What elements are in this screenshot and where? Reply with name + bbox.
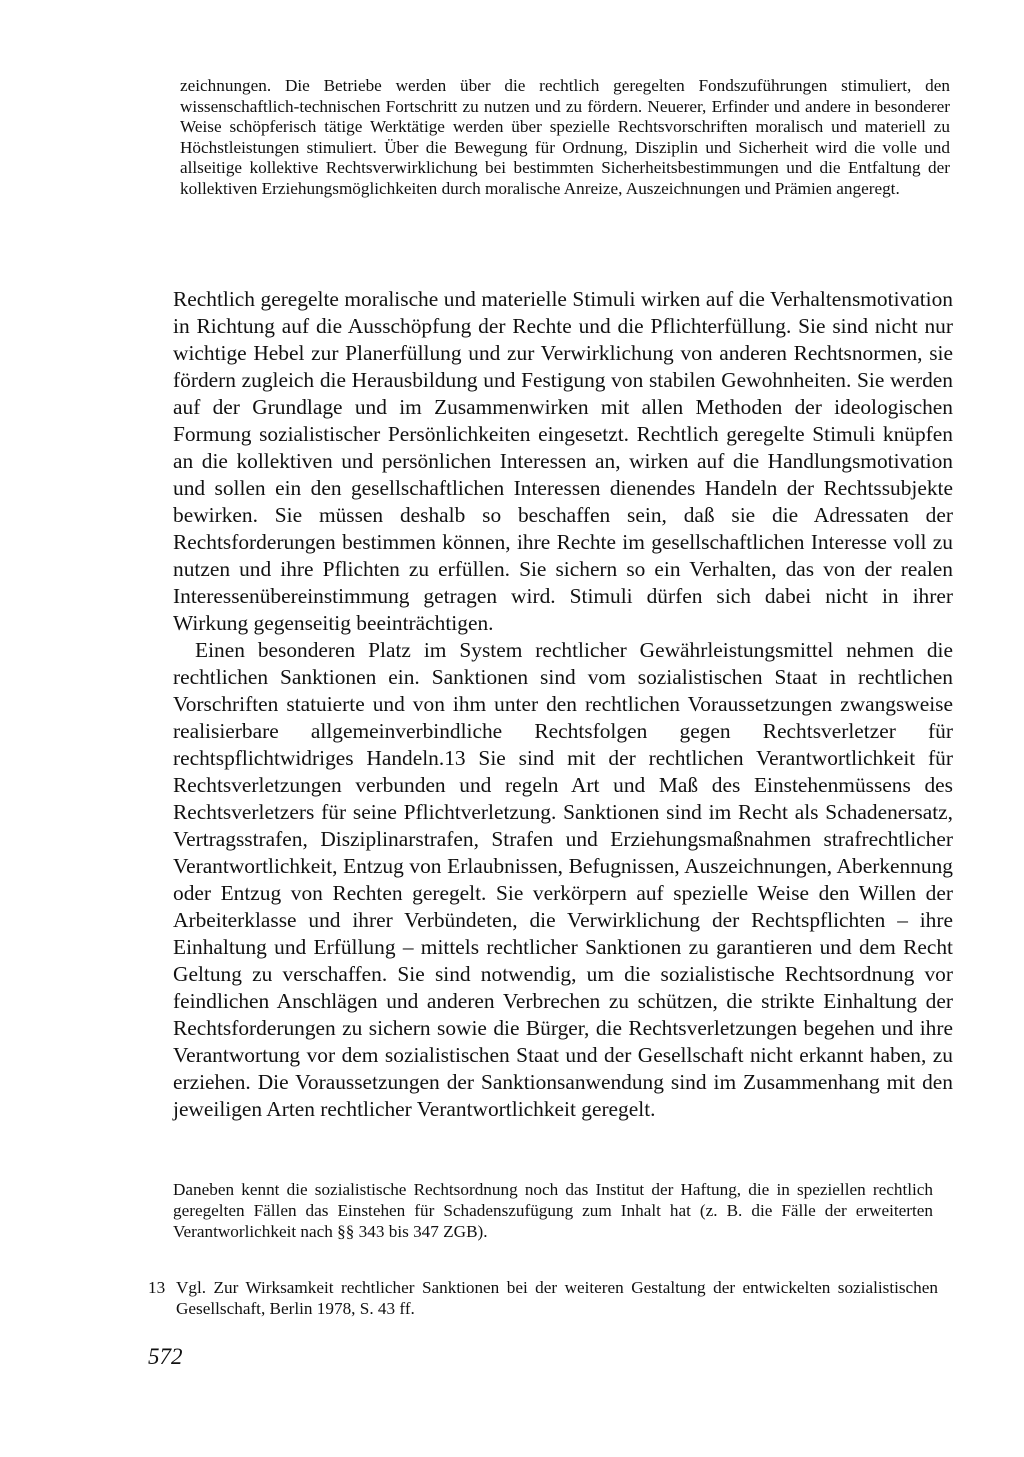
note-paragraph: Daneben kennt die sozialistische Rechtsordnung noch das Institut der Haftung, die in speziellen rechtlich geregelten Fällen das Einstehen für Schadenszufügung zum Inhalt hat (z. B. die Fälle der erweiterten Verantworlichkeit nach §§ 343 bis 347 ZGB). (173, 1180, 933, 1241)
footnote-number: 13 (148, 1278, 166, 1297)
paragraph-stimuli: Rechtlich geregelte moralische und materielle Stimuli wirken auf die Verhaltensmotivation in Richtung auf die Ausschöpfung der Rechte und die Pflichterfüllung. Sie sind nicht nur wichtige Hebel zur Planerfüllung und zur Verwirklichung von anderen Rechtsnormen, sie fördern zugleich die Herausbildung und Festigung von stabilen Gewohnheiten. Sie werden auf der Grundlage und im Zusammenwirken mit allen Methoden der ideologischen Formung sozialistischer Persönlichkeiten eingesetzt. Rechtlich geregelte Stimuli knüpfen an die kollektiven und persönlichen Interessen an, wirken auf die Handlungsmotivation und sollen ein den gesellschaftlichen Interessen dienendes Handeln der Rechtssubjekte bewirken. Sie müssen deshalb so beschaffen sein, daß sie die Adressaten der Rechtsforderungen bestimmen können, ihre Rechte im gesellschaftlichen Interesse voll zu nutzen und ihre Pflichten zu erfüllen. Sie sichern so ein Verhalten, das von der realen Interessenübereinstimmung getragen wird. Stimuli dürfen sich dabei nicht in ihrer Wirkung gegenseitig beeinträchtigen. (173, 287, 953, 635)
page-number: 572 (148, 1344, 183, 1369)
footnote-text: Vgl. Zur Wirksamkeit rechtlicher Sanktionen bei der weiteren Gestaltung der entwickelten sozialistischen Gesellschaft, Berlin 1978, S. 43 ff. (176, 1278, 938, 1318)
intro-paragraph: zeichnungen. Die Betriebe werden über die rechtlich geregelten Fondszuführungen stimuliert, den wissenschaftlich-technischen Fortschritt zu nutzen und zu fördern. Neuerer, Erfinder und andere in besonderer Weise schöpferisch tätige Werktätige werden über spezielle Rechtsvorschriften moralisch und materiell zu Höchstleistungen stimuliert. Über die Bewegung für Ordnung, Disziplin und Sicherheit wird die volle und allseitige kollektive Rechtsverwirklichung bei bestimmten Sicherheitsbestimmungen und die Entfaltung der kollektiven Erziehungsmöglichkeiten durch moralische Anreize, Auszeichnungen und Prämien angeregt. (180, 76, 950, 198)
paragraph-sanktionen: Einen besonderen Platz im System rechtlicher Gewährleistungsmittel nehmen die rechtlichen Sanktionen ein. Sanktionen sind vom sozialistischen Staat in rechtlichen Vorschriften statuierte und von ihm unter den rechtlichen Voraussetzungen zwangsweise realisierbare allgemeinverbindliche Rechtsfolgen gegen Rechtsverletzer für rechtspflichtwidriges Handeln.13 Sie sind mit der rechtlichen Verantwortlichkeit für Rechtsverletzungen verbunden und regeln Art und Maß des Einstehenmüssens des Rechtsverletzers für seine Pflichtverletzung. Sanktionen sind im Recht als Schadenersatz, Vertragsstrafen, Disziplinarstrafen, Strafen und Erziehungsmaßnahmen strafrechtlicher Verantwortlichkeit, Entzug von Erlaubnissen, Befugnissen, Auszeichnungen, Aberkennung oder Entzug von Rechten geregelt. Sie verkörpern auf spezielle Weise den Willen der Arbeiterklasse und ihrer Verbündeten, die Verwirklichung der Rechtspflichten – ihre Einhaltung und Erfüllung – mittels rechtlicher Sanktionen zu garantieren und dem Recht Geltung zu verschaffen. Sie sind notwendig, um die sozialistische Rechtsordnung vor feindlichen Anschlägen und anderen Verbrechen zu schützen, die strikte Einhaltung der Rechtsforderungen zu sichern sowie die Bürger, die Rechtsverletzungen begehen und ihre Verantwortung vor dem sozialistischen Staat und der Gesellschaft nicht erkannt haben, zu erziehen. Die Voraussetzungen der Sanktionsanwendung sind im Zusammenhang mit den jeweiligen Arten rechtlicher Verantwortlichkeit geregelt. (173, 638, 953, 1121)
main-text (173, 286, 953, 1123)
footnote (148, 1278, 938, 1320)
